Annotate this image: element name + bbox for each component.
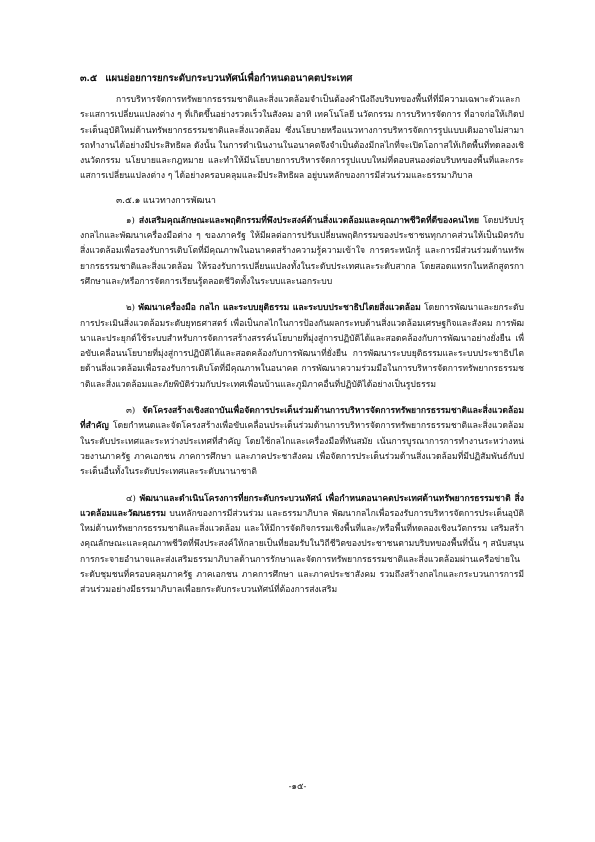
development-item-3 bbox=[80, 404, 524, 480]
page-number: -๑๕- bbox=[288, 782, 307, 792]
development-item-1 bbox=[80, 214, 524, 290]
section-title: แผนย่อยการยกระดับกระบวนทัศน์เพื่อกำหนดอนาคตประเทศ bbox=[105, 73, 353, 84]
item-body: โดยกำหนดและจัดโครงสร้างเพื่อขับเคลื่อนประเด็นร่วมด้านการบริหารจัดการทรัพยากรธรรมชาติและสิ่งแวดล้อม ในระดับประเทศและระหว่างประเทศที่สำคัญ โดยใช้กลไกและเครื่องมือที่ทันสมัย เน้นการบูรณาการการทำงานระหว่างหน่วยงานภาครัฐ ภาคเอกชน ภาคการศึกษา และภาคประชาสังคม เพื่อจัดการประเด็นร่วมด้านสิ่งแวดล้อมที่มีปฏิสัมพันธ์กับประเด็นอื่นทั้งในระดับประเทศและระดับนานาชาติ bbox=[80, 421, 524, 478]
development-item-4 bbox=[80, 492, 524, 599]
item-body: บนหลักของการมีส่วนร่วม และธรรมาภิบาล พัฒนากลไกเพื่อรองรับการบริหารจัดการประเด็นอุบัติใหม่ด้านทรัพยากรธรรมชาติและสิ่งแวดล้อม และให้มีการจัดกิจกรรมเชิงพื้นที่และ/หรือพื้นที่ทดลองเชิงนวัตกรรม เสริมสร้างคุณลักษณะและคุณภาพชีวิตที่พึงประสงค์ให้กลายเป็นที่ยอมรับในวิถีชีวิตของประชาชนตามบริบทของพื้นที่นั้น ๆ สนับสนุนการกระจายอำนาจและส่งเสริมธรรมาภิบาลด้านการรักษาและจัดการทรัพยากรธรรมชาติและสิ่งแวดล้อมผ่านเครือข่ายในระดับชุมชนที่ครอบคลุมภาครัฐ ภาคเอกชน ภาคการศึกษา และภาคประชาสังคม รวมถึงสร้างกลไกและกระบวนการการมีส่วนร่วมอย่างมีธรรมาภิบาลเพื่อยกระดับกระบวนทัศน์ที่ต้องการส่งเสริม bbox=[80, 508, 524, 596]
item-number: ๑) bbox=[126, 215, 135, 226]
section-number: ๓.๕ bbox=[80, 73, 98, 84]
item-lead: ส่งเสริมคุณลักษณะและพฤติกรรมที่พึงประสงค์ด้านสิ่งแวดล้อมและคุณภาพชีวิตที่ดีของคนไทย bbox=[138, 215, 480, 226]
item-body: โดยการพัฒนาและยกระดับการประเมินสิ่งแวดล้อมระดับยุทธศาสตร์ เพื่อเป็นกลไกในการป้องกันผลกระทบด้านสิ่งแวดล้อมเศรษฐกิจและสังคม การพัฒนาและประยุกต์ใช้ระบบสำหรับการจัดการสร้างสรรค์นโยบายที่มุ่งสู่การปฏิบัติได้และสอดคล้องกับการพัฒนาอย่างยั่งยืน เพื่อขับเคลื่อนนโยบายที่มุ่งสู่การปฏิบัติได้และสอดคล้องกับการพัฒนาที่ยั่งยืน การพัฒนาระบบยุติธรรมและระบบประชาธิปไตยด้านสิ่งแวดล้อมเพื่อรองรับการเติบโตที่มีคุณภาพในอนาคต การพัฒนาความร่วมมือในการบริหารจัดการทรัพยากรธรรมชาติและสิ่งแวดล้อมและภัยพิบัติร่วมกับประเทศเพื่อนบ้านและภูมิภาคอื่นที่ปฏิบัติได้อย่างเป็นรูปธรรม bbox=[80, 303, 525, 390]
item-lead: พัฒนาและดำเนินโครงการที่ยกระดับกระบวนทัศน์ เพื่อกำหนดอนาคตประเทศด้านทรัพยากรธรรมชาติ สิ่งแวดล้อมและวัฒนธรรม bbox=[80, 493, 524, 519]
subsection-heading bbox=[80, 194, 524, 208]
section-heading bbox=[80, 72, 524, 86]
item-lead: พัฒนาเครื่องมือ กลไก และระบบยุติธรรม และระบบประชาธิปไตยสิ่งแวดล้อม bbox=[138, 303, 421, 314]
intro-paragraph: การบริหารจัดการทรัพยากรธรรมชาติและสิ่งแวดล้อมจำเป็นต้องคำนึงถึงบริบทของพื้นที่ที่มีความเฉพาะตัวและกระแสการเปลี่ยนแปลงต่าง ๆ ที่เกิดขึ้นอย่างรวดเร็วในสังคม อาทิ เทคโนโลยี นวัตกรรม การบริหารจัดการ ที่อาจก่อให้เกิดประเด็นอุบัติใหม่ด้านทรัพยากรธรรมชาติและสิ่งแวดล้อม ซึ่งนโยบายหรือแนวทางการบริหารจัดการรูปแบบเดิมอาจไม่สามารถทำงานได้อย่างมีประสิทธิผล ดังนั้น ในการดำเนินงานในอนาคตจึงจำเป็นต้องมีกลไกที่จะเปิดโอกาสให้เกิดพื้นที่ทดลองเชิงนวัตกรรม นโยบายและกฎหมาย และทำให้มีนโยบายการบริหารจัดการรูปแบบใหม่ที่ตอบสนองต่อบริบทของพื้นที่และกระแสการเปลี่ยนแปลงต่าง ๆ ได้อย่างครอบคลุมและมีประสิทธิผล อยู่บนหลักของการมีส่วนร่วมและธรรมาภิบาล bbox=[80, 95, 524, 182]
page-content bbox=[80, 72, 524, 610]
item-number: ๔) bbox=[126, 493, 136, 504]
subsection-title: แนวทางการพัฒนา bbox=[142, 195, 216, 206]
item-body: โดยปรับปรุงกลไกและพัฒนาเครื่องมือต่าง ๆ ของภาครัฐ ให้มีผลต่อการปรับเปลี่ยนพฤติกรรมของประชาชนทุกภาคส่วนให้เป็นมิตรกับสิ่งแวดล้อมเพื่อรองรับการเติบโตที่มีคุณภาพในอนาคตสร้างความรู้ความเข้าใจ การตระหนักรู้ และการมีส่วนร่วมด้านทรัพยากรธรรมชาติและสิ่งแวดล้อม ให้รองรับการเปลี่ยนแปลงทั้งในระดับประเทศและระดับสากล โดยสอดแทรกในหลักสูตรการศึกษาและ/หรือการจัดการเรียนรู้ตลอดชีวิตทั้งในระบบและนอกระบบ bbox=[80, 215, 525, 287]
item-lead: จัดโครงสร้างเชิงสถาบันเพื่อจัดการประเด็นร่วมด้านการบริหารจัดการทรัพยากรธรรมชาติและสิ่งแวดล้อมที่สำคัญ bbox=[80, 406, 524, 432]
development-item-2 bbox=[80, 301, 524, 393]
item-number: ๒) bbox=[126, 303, 136, 314]
item-number: ๓) bbox=[126, 406, 136, 417]
subsection-number: ๓.๕.๑ bbox=[116, 195, 141, 206]
